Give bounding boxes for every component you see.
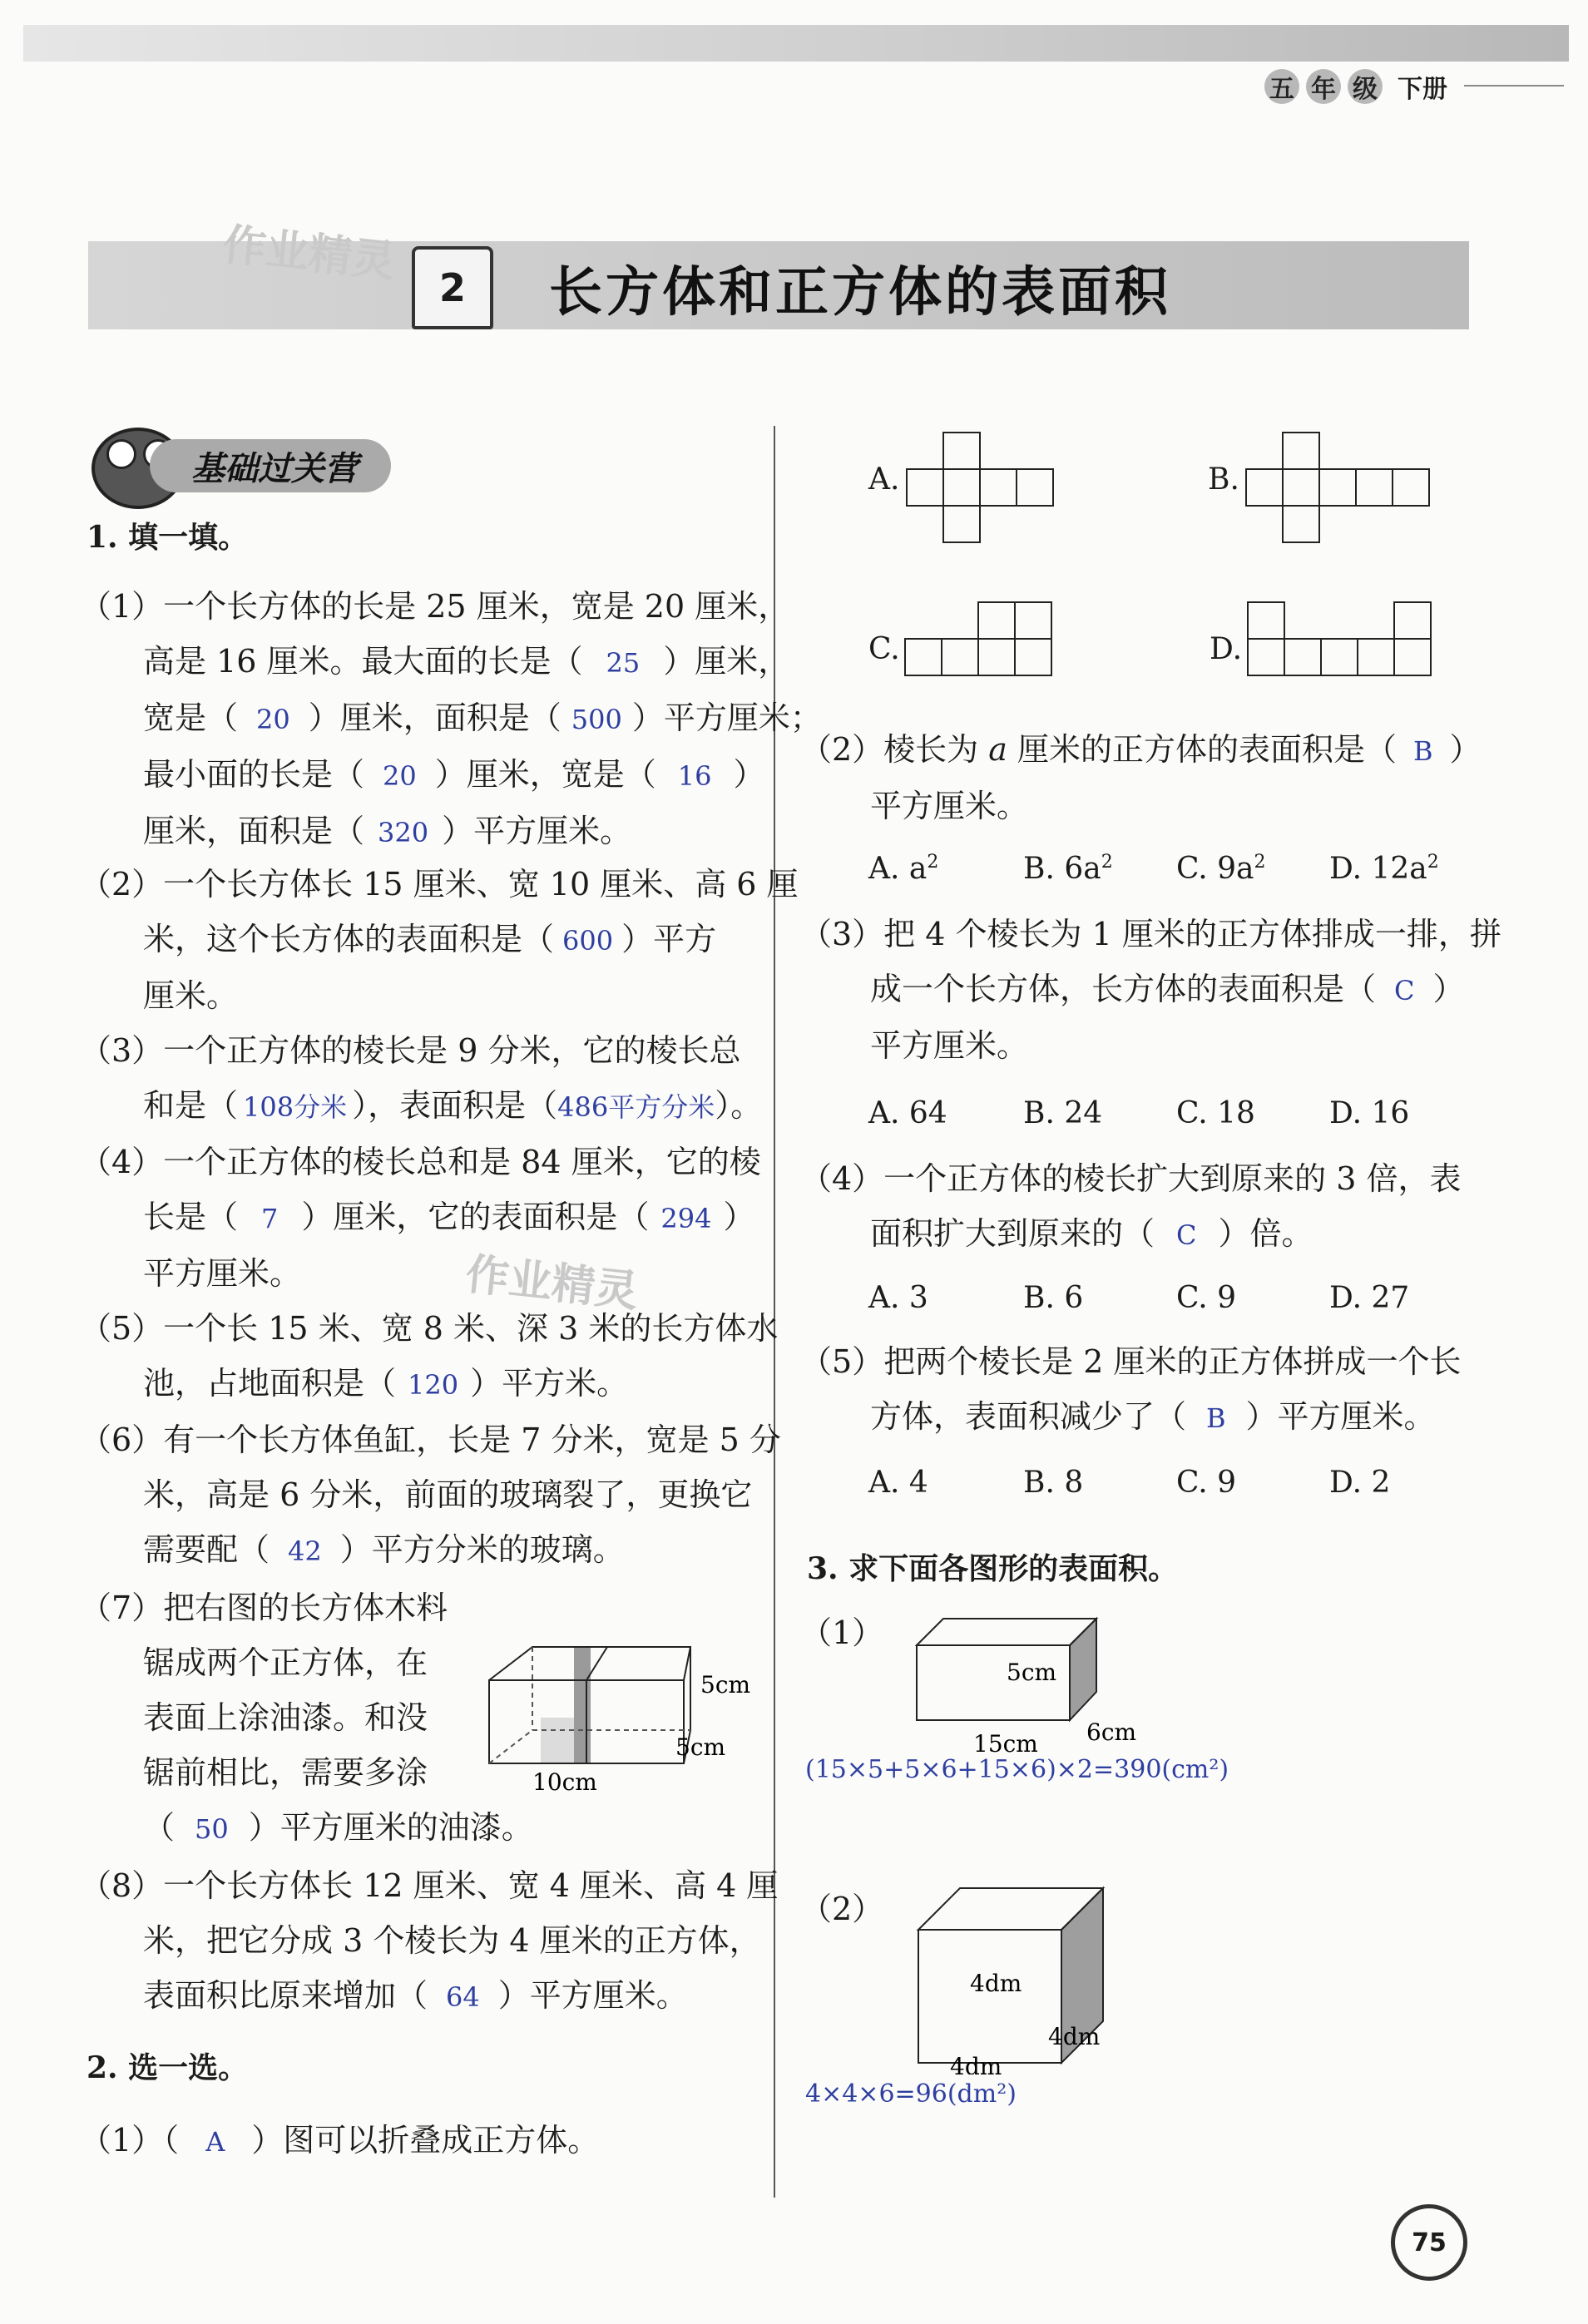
q1p8-line2: 米，把它分成 3 个棱长为 4 厘米的正方体，: [143, 1922, 761, 1959]
grade-char-3: 级: [1348, 69, 1383, 104]
q2p4-opt-a: A. 3: [868, 1281, 928, 1315]
q2-part3: [800, 907, 1501, 1073]
answer: 7: [261, 1203, 279, 1234]
q1-part2: [80, 857, 799, 1023]
watermark: 作业精灵: [220, 220, 398, 288]
q3p2-answer: 4×4×6=96(dm²): [805, 2079, 1017, 2109]
q1p1-line1: （1）一个长方体的长是 25 厘米，宽是 20 厘米，: [80, 588, 790, 625]
answer: 20: [256, 704, 290, 735]
q3p2-label: （2）: [800, 1891, 884, 1927]
q1p7-line1: （7）把右图的长方体木料: [80, 1590, 448, 1626]
q1p6-line1: （6）有一个长方体鱼缸，长是 7 分米，宽是 5 分: [80, 1422, 781, 1458]
q2p2-opt-d: D. $12a^2$: [1329, 852, 1439, 886]
net-option-b-label: B.: [1208, 462, 1239, 497]
section-title: 基础过关营: [150, 439, 391, 492]
q1p5-line1: （5）一个长 15 米、宽 8 米、深 3 米的长方体水: [80, 1310, 779, 1347]
cube2-length: 4dm: [950, 2053, 1002, 2074]
answer: 294: [660, 1203, 712, 1234]
answer: C: [1176, 1219, 1197, 1251]
q1p4-line1: （4）一个正方体的棱长总和是 84 厘米，它的棱: [80, 1144, 761, 1180]
answer: 20: [383, 760, 417, 792]
q2p4-opt-d: D. 27: [1329, 1281, 1410, 1315]
answer: 108分米: [243, 1091, 348, 1123]
q2p1-line1: （1）（ A ）图可以折叠成正方体。: [80, 2122, 600, 2158]
answer: B: [1413, 735, 1433, 767]
q2p4-line2: 面积扩大到原来的（ C ）倍。: [870, 1215, 1313, 1252]
answer: 50: [195, 1813, 229, 1845]
grade-char-2: 年: [1306, 69, 1341, 104]
net-option-c-label: C.: [868, 632, 900, 666]
q2p3-opt-d: D. 16: [1329, 1096, 1410, 1130]
fig-width: 5cm: [675, 1733, 726, 1761]
answer: 500: [571, 704, 622, 735]
watermark: 作业精灵: [463, 1249, 641, 1318]
q2p3-opt-a: A. 64: [868, 1096, 947, 1130]
q2p3-line1: （3）把 4 个棱长为 1 厘米的正方体排成一排，拼: [800, 916, 1501, 952]
answer: 25: [606, 647, 641, 679]
fig-height: 5cm: [700, 1671, 751, 1698]
q2p5-opt-d: D. 2: [1329, 1466, 1391, 1500]
q2p5-opt-c: C. 9: [1176, 1466, 1237, 1500]
q2p3-opt-c: C. 18: [1176, 1096, 1255, 1130]
q1p7-line4: 锯前相比，需要多涂: [143, 1754, 428, 1791]
net-option-a-label: A.: [868, 462, 900, 497]
cuboid1-width: 6cm: [1086, 1718, 1137, 1746]
q1p3-line1: （3）一个正方体的棱长是 9 分米，它的棱长总: [80, 1032, 741, 1069]
q1p5-line2: 池，占地面积是（ 120 ）平方米。: [143, 1365, 629, 1402]
q1p2-line3: 厘米。: [143, 977, 239, 1014]
q1p1-line4: 最小面的长是（ 20 ）厘米，宽是（ 16 ）: [143, 756, 765, 793]
q2p3-line2: 成一个长方体，长方体的表面积是（ C ）: [870, 971, 1465, 1007]
q1p4-line2: 长是（ 7 ）厘米，它的表面积是（ 294 ）: [143, 1199, 755, 1235]
q2p5-opt-a: A. 4: [868, 1466, 928, 1500]
chapter-number: 2: [412, 246, 493, 329]
q2p2-opt-b: B. $6a^2$: [1023, 852, 1113, 886]
q2p3-opt-b: B. 24: [1023, 1096, 1103, 1130]
answer: 486平方分米: [557, 1091, 715, 1123]
q1-heading: 1. 填一填。: [87, 520, 249, 555]
q1p1-line3: 宽是（ 20 ）厘米，面积是（ 500 ）平方厘米；: [143, 700, 822, 736]
answer: 120: [408, 1369, 459, 1401]
q1-part5: [80, 1301, 778, 1412]
q2p4-opt-c: C. 9: [1176, 1281, 1237, 1315]
answer: 42: [288, 1535, 322, 1567]
q2p2-opt-c: C. $9a^2$: [1176, 852, 1266, 886]
q3-heading: 3. 求下面各图形的表面积。: [807, 1551, 1179, 1586]
net-a: [905, 431, 1060, 547]
q1-part3: [80, 1023, 762, 1135]
answer: B: [1206, 1402, 1226, 1434]
q1p1-line5: 厘米，面积是（ 320 ）平方厘米。: [143, 813, 632, 849]
q2p5-line2: 方体，表面积减少了（ B ）平方厘米。: [870, 1398, 1436, 1435]
header-band: [23, 25, 1569, 62]
answer: 320: [378, 817, 429, 848]
q2p2-line1: （2）棱长为 a 厘米的正方体的表面积是（ B ）: [800, 731, 1482, 768]
q1p4-line3: 平方厘米。: [143, 1255, 302, 1292]
q3p1-label: （1）: [800, 1614, 884, 1651]
cuboid1-height: 5cm: [1007, 1659, 1057, 1686]
answer: C: [1394, 975, 1415, 1006]
q1p3-line2: 和是（ 108分米 ），表面积是（486平方分米）。: [143, 1087, 763, 1124]
q1-part4: [80, 1135, 761, 1301]
q1p7-line2: 锯成两个正方体，在: [143, 1644, 428, 1681]
header-rule: [1464, 85, 1564, 87]
answer: A: [205, 2126, 225, 2158]
grade-label: [1264, 68, 1447, 105]
cube2-width: 4dm: [1048, 2023, 1101, 2050]
q2p5-line1: （5）把两个棱长是 2 厘米的正方体拼成一个长: [800, 1343, 1462, 1380]
answer: 16: [677, 760, 712, 792]
q2-part4: [800, 1151, 1462, 1263]
q1-part7: [80, 1580, 533, 1857]
net-option-d-label: D.: [1210, 632, 1243, 666]
answer: 600: [562, 925, 614, 957]
page-number: 75: [1391, 2204, 1467, 2281]
q2-part5: [800, 1334, 1462, 1446]
q1-part1: [80, 579, 822, 860]
q3p1-answer: (15×5+5×6+15×6)×2=390(cm²): [805, 1755, 1229, 1784]
q1p2-line2: 米，这个长方体的表面积是（ 600 ）平方: [143, 921, 717, 957]
volume-label: 下册: [1398, 75, 1447, 104]
q1p6-line3: 需要配（ 42 ）平方分米的玻璃。: [143, 1531, 625, 1568]
cube-2-figure: [912, 1883, 1128, 2074]
grade-char-1: 五: [1264, 69, 1299, 104]
q1p7-line3: 表面上涂油漆。和没: [143, 1699, 428, 1736]
q1p7-line5: （ 50 ）平方厘米的油漆。: [143, 1809, 533, 1846]
net-d: [1246, 601, 1439, 684]
q2p3-line3: 平方厘米。: [870, 1027, 1029, 1064]
net-c: [903, 601, 1058, 684]
q1-part6: [80, 1412, 781, 1579]
q2p4-line1: （4）一个正方体的棱长扩大到原来的 3 倍，表: [800, 1160, 1462, 1197]
q1-part8: [80, 1858, 778, 2025]
q2-heading: 2. 选一选。: [87, 2050, 249, 2085]
answer: 64: [446, 1981, 480, 2013]
q2-part2: [800, 722, 1482, 833]
q1p6-line2: 米，高是 6 分米，前面的玻璃裂了，更换它: [143, 1476, 753, 1513]
q2p4-opt-b: B. 6: [1023, 1281, 1084, 1315]
q2p5-opt-b: B. 8: [1023, 1466, 1084, 1500]
net-b: [1244, 431, 1437, 547]
section-badge: [92, 423, 424, 502]
page-title: 长方体和正方体的表面积: [549, 262, 1171, 324]
q2p2-opt-a: A. $a^2$: [868, 852, 939, 886]
cube2-height: 4dm: [970, 1970, 1022, 1997]
fig-length: 10cm: [532, 1768, 597, 1796]
q1p1-line2: 高是 16 厘米。最大面的长是（ 25 ）厘米，: [143, 643, 790, 680]
cuboid-figure: [482, 1630, 765, 1797]
cuboid1-length: 15cm: [973, 1730, 1038, 1758]
q2p2-line2: 平方厘米。: [870, 788, 1029, 824]
q1p8-line3: 表面积比原来增加（ 64 ）平方厘米。: [143, 1977, 688, 2014]
q1p8-line1: （8）一个长方体长 12 厘米、宽 4 厘米、高 4 厘: [80, 1867, 779, 1904]
q1p2-line1: （2）一个长方体长 15 厘米、宽 10 厘米、高 6 厘: [80, 866, 799, 902]
